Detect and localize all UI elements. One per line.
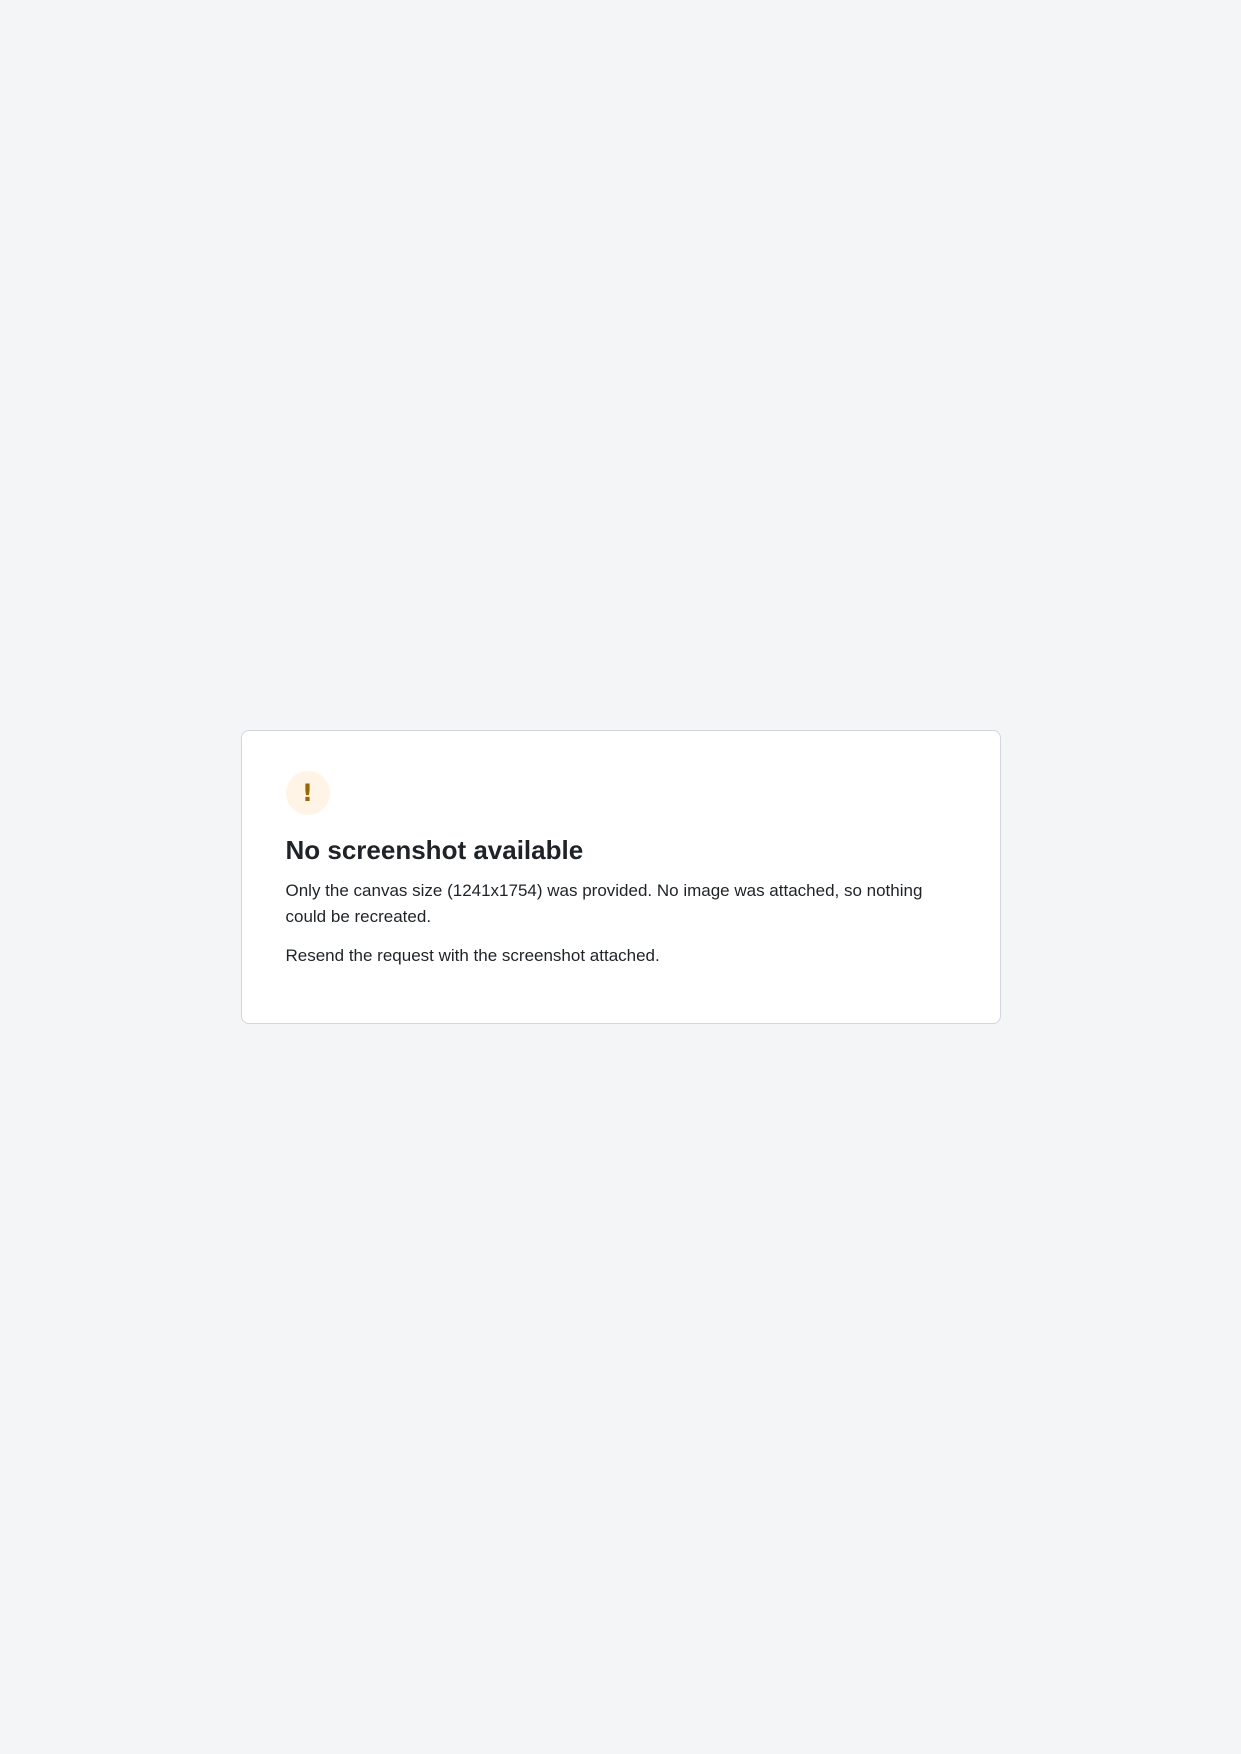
warning-icon: !: [286, 771, 330, 815]
notice-title: No screenshot available: [285, 835, 584, 866]
missing-image-notice: [241, 730, 1001, 1024]
notice-message: Only the canvas size (1241x1754) was provided. No image was attached, so nothing could be recreated.: [285, 881, 923, 926]
notice-hint: Resend the request with the screenshot attached.: [285, 946, 660, 966]
